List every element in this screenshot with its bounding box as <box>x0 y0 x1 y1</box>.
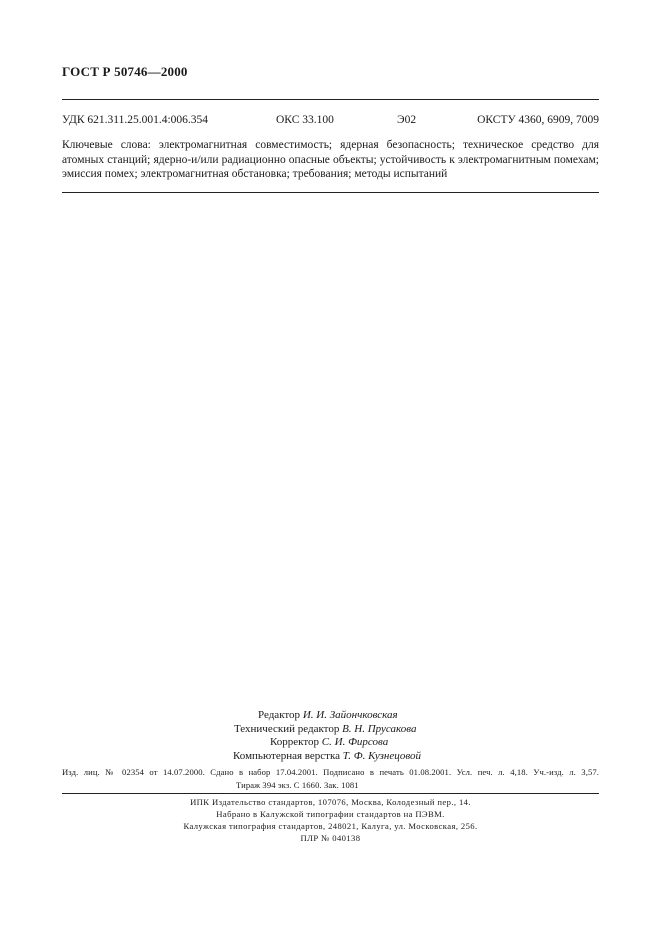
editor-name: И. И. Зайончковская <box>302 709 398 721</box>
corrector-label: Корректор <box>270 736 320 748</box>
editor-line <box>258 709 398 723</box>
corrector-line <box>270 736 388 750</box>
print-info <box>62 766 599 791</box>
keywords-paragraph: Ключевые слова: электромагнитная совместимость; ядерная безопасность; техническое средство для атомных станций; ядерно-и/или радиационно опасные объекты; устойчивость к электромагнитным помехам; эмиссия помех; электромагнитная обстановка; требования; методы испытаний <box>62 139 599 180</box>
tech-editor-line <box>234 723 416 737</box>
udk-code: УДК 621.311.25.001.4:006.354 <box>62 114 209 126</box>
publisher-line-2: Набрано в Калужской типографии стандартов на ПЭВМ. <box>216 809 445 819</box>
document-code: ГОСТ Р 50746—2000 <box>62 64 188 79</box>
layout-line <box>233 750 421 764</box>
bottom-divider <box>62 192 599 193</box>
publisher-info <box>0 796 661 844</box>
publisher-divider <box>62 793 599 794</box>
group-code: Э02 <box>397 114 417 126</box>
layout-label: Компьютерная верстка <box>233 749 341 762</box>
publisher-line-3: Калужская типография стандартов, 248021, Калуга, ул. Московская, 256. <box>183 821 478 831</box>
layout-name: Т. Ф. Кузнецовой <box>342 749 422 762</box>
top-divider <box>62 99 599 100</box>
editor-label: Редактор <box>258 709 301 721</box>
publisher-line-4: ПЛР № 040138 <box>300 833 361 843</box>
publisher-line-1: ИПК Издательство стандартов, 107076, Москва, Колодезный пер., 14. <box>190 797 471 807</box>
oks-code: ОКС 33.100 <box>276 114 334 126</box>
corrector-name: С. И. Фирсова <box>321 736 389 748</box>
okstu-code: ОКСТУ 4360, 6909, 7009 <box>477 114 599 126</box>
print-info-line-2: Тираж 394 экз. С 1660. Зак. 1081 <box>236 779 359 790</box>
tech-editor-label: Технический редактор <box>234 722 340 735</box>
print-info-line-1: Изд. лиц. № 02354 от 14.07.2000. Сдано в набор 17.04.2001. Подписано в печать 01.08.2001. Усл. печ. л. 4,18. Уч.-изд. л. 3,57. <box>62 767 599 777</box>
tech-editor-name: В. Н. Прусакова <box>342 722 417 735</box>
